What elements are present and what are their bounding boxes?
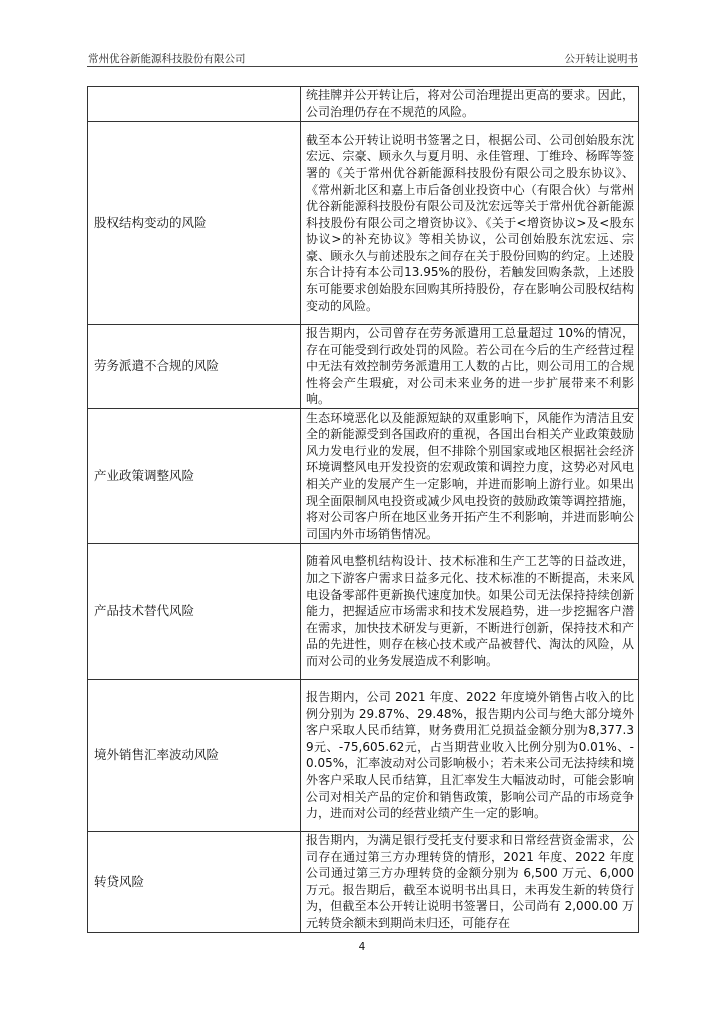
table-row [88, 325, 639, 409]
table-row [88, 87, 639, 122]
risk-name-cell: 产品技术替代风险 [88, 543, 301, 679]
risk-description-cell: 报告期内，公司曾存在劳务派遣用工总量超过 10%的情况，存在可能受到行政处罚的风险。若公司在今后的生产经营过程中无法有效控制劳务派遣用工人数的占比，则公司用工的合规性将会产生瑕疵，对公司未来业务的进一步扩展带来不利影响。 [301, 325, 639, 409]
risk-name-cell: 劳务派遣不合规的风险 [88, 325, 301, 409]
risk-description-cell: 报告期内，为满足银行受托支付要求和日常经营资金需求，公司存在通过第三方办理转贷的情形，2021 年度、2022 年度公司通过第三方办理转贷的金额分别为 6,500 万元、6,000 万元。报告期后，截至本说明书出具日，未再发生新的转贷行为，但截至本公开转让说明书签署日，公司尚有 2,000.00 万元转贷余额未到期尚未归还，可能存在 [301, 831, 639, 932]
risk-name-cell: 转贷风险 [88, 831, 301, 932]
header-company-name: 常州优谷新能源科技股份有限公司 [88, 53, 246, 65]
risk-description-cell: 截至本公开转让说明书签署之日，根据公司、公司创始股东沈宏远、宗豪、顾永久与夏月明、永佳管理、丁维玲、杨晖等签署的《关于常州优谷新能源科技股份有限公司之股东协议》、《常州新北区和嘉上市后备创业投资中心（有限合伙）与常州优谷新能源科技股份有限公司及沈宏远等关于常州优谷新能源科技股份有限公司之增资协议》、《关于<增资协议>及<股东协议>的补充协议》等相关协议，公司创始股东沈宏远、宗豪、顾永久与前述股东之间存在关于股份回购的约定。上述股东合计持有本公司13.95%的股份，若触发回购条款，上述股东可能要求创始股东回购其所持股份，存在影响公司股权结构变动的风险。 [301, 122, 639, 325]
table-row [88, 122, 639, 325]
risk-table [87, 86, 639, 933]
table-row [88, 831, 639, 932]
table-row [88, 679, 639, 831]
header-divider [87, 66, 638, 67]
risk-description-cell: 随着风电整机结构设计、技术标准和生产工艺等的日益改进，加之下游客户需求日益多元化、技术标准的不断提高，未来风电设备零部件更新换代速度加快。如果公司无法保持持续创新能力，把握适应市场需求和技术发展趋势，进一步挖掘客户潜在需求，加快技术研发与更新，不断进行创新，保持技术和产品的先进性，则存在核心技术或产品被替代、淘汰的风险，从而对公司的业务发展造成不利影响。 [301, 543, 639, 679]
risk-description-cell: 报告期内，公司 2021 年度、2022 年度境外销售占收入的比例分别为 29.87%、29.48%，报告期内公司与绝大部分境外客户采取人民币结算，财务费用汇兑损益金额分别为8,377.39元、-75,605.62元，占当期营业收入比例分别为0.01%、-0.05%，汇率波动对公司影响极小；若未来公司无法持续和境外客户采取人民币结算，且汇率发生大幅波动时，可能会影响公司对相关产品的定价和销售政策，影响公司产品的市场竞争力，进而对公司的经营业绩产生一定的影响。 [301, 679, 639, 831]
page-number: 4 [358, 941, 366, 953]
table-row [88, 543, 639, 679]
risk-description-cell: 生态环境恶化以及能源短缺的双重影响下，风能作为清洁且安全的新能源受到各国政府的重视，各国出台相关产业政策鼓励风力发电行业的发展，但不排除个别国家或地区根据社会经济环境调整风电开发投资的宏观政策和调控力度，这势必对风电相关产业的发展产生一定影响，并进而影响上游行业。如果出现全面限制风电投资或减少风电投资的鼓励政策等调控措施，将对公司客户所在地区业务开拓产生不利影响，并进而影响公司国内外市场销售情况。 [301, 408, 639, 543]
risk-name-cell: 产业政策调整风险 [88, 408, 301, 543]
risk-name-cell: 股权结构变动的风险 [88, 122, 301, 325]
risk-description-cell: 统挂牌并公开转让后，将对公司治理提出更高的要求。因此，公司治理仍存在不规范的风险。 [301, 87, 639, 122]
risk-name-cell: 境外销售汇率波动风险 [88, 679, 301, 831]
header-document-type: 公开转让说明书 [564, 53, 638, 65]
table-row [88, 408, 639, 543]
risk-name-cell [88, 87, 301, 122]
